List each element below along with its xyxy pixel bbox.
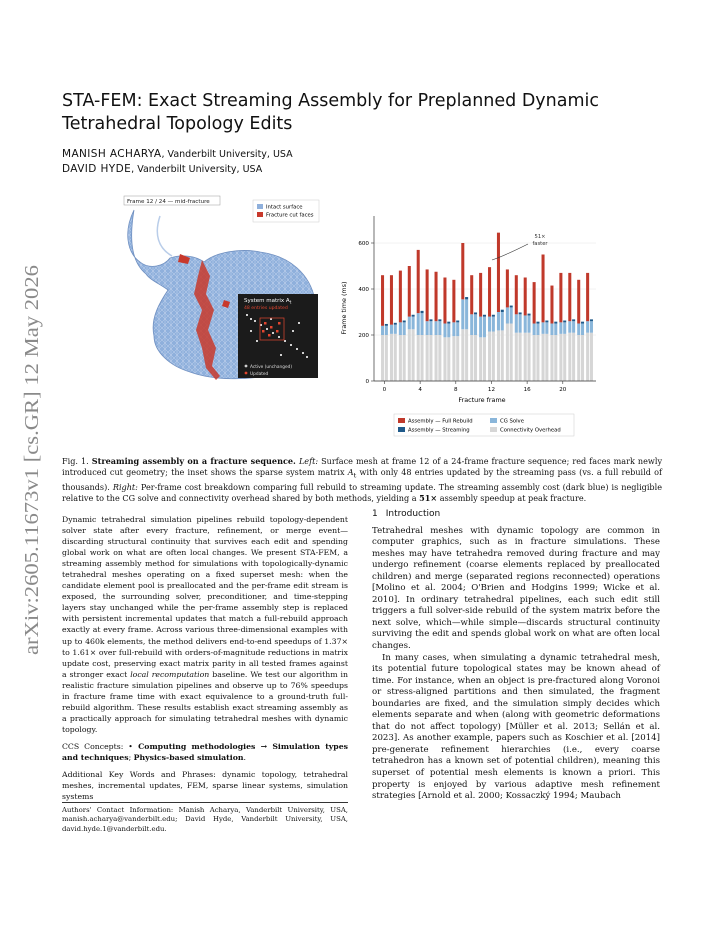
bar-assembly: [536, 322, 539, 324]
bar-assembly: [421, 311, 424, 313]
xtick-label: 8: [454, 387, 458, 393]
bar-connectivity: [488, 332, 491, 381]
bar-cg: [394, 325, 397, 334]
inset-subtitle: 48 entries updated: [244, 306, 288, 311]
bar-connectivity: [412, 329, 415, 381]
bar-connectivity: [550, 335, 553, 381]
bar-cg: [399, 322, 402, 335]
bar-connectivity: [554, 335, 557, 381]
abstract-text: Dynamic tetrahedral simulation pipelines rebuild topology-dependent solver state after every fracture, refinement, or merge event—discarding structural continuity that survives each edit and spending global work on what are often local changes. We present STA-FEM, a streaming assembly method for simulations with topologically-dynamic tetrahedral meshes operating on a fixed superset mesh: when the candidate element pool is preallocated and the per-frame edit stream is exposed, the surrounding solver, preconditioner, and time-stepping layers stay unchanged while the per-frame assembly step is replaced with persistent incremental updates that match a full-rebuild approach exactly at every frame. Across various three-dimensional examples with up to 460k elements, the method delivers end-to-end speedups of 1.37× to 1.61× over full-rebuild with orders-of-magnitude reductions in matrix update cost, preserving exact matrix parity in all tested frames against a stronger exact local recomputation baseline. We test our algorithm in realistic fracture simulation pipelines and observe up to 76% speedups in fracture frame time with exact equivalence to a ground-truth full-rebuild algorithm. These results establish exact streaming assembly as a practically approach for simulating tetrahedral meshes with dynamic topology.: [62, 515, 348, 734]
caption-text-3: Per-frame cost breakdown comparing full rebuild to streaming update. The streaming assembly cost (dark blue) is negligible relative to the CG solve and connectivity overhead shared by both methods, yielding a: [62, 481, 662, 503]
bar-cg: [533, 324, 536, 336]
caption-title: Streaming assembly on a fracture sequence.: [91, 456, 296, 466]
bar-connectivity: [492, 332, 495, 381]
bar-cg: [542, 322, 545, 334]
inset-legend-active-dot: [245, 365, 248, 368]
xtick-label: 4: [418, 387, 422, 393]
abstract-column: [62, 514, 348, 834]
bar-assembly: [394, 323, 397, 325]
inset-legend-active: Active (unchanged): [250, 365, 292, 370]
legend-swatch: [398, 427, 405, 432]
legend-swatch-cut: [257, 212, 263, 217]
bar-connectivity: [470, 335, 473, 381]
bar-assembly: [510, 306, 513, 308]
bar-assembly: [465, 297, 468, 299]
bar-connectivity: [461, 329, 464, 381]
mesh-legend-box: [253, 200, 319, 222]
author-list: [62, 147, 293, 177]
bar-assembly: [461, 243, 464, 299]
ytick-label: 200: [358, 333, 369, 339]
bar-assembly: [483, 315, 486, 317]
bar-connectivity: [572, 333, 575, 381]
legend-swatch-surface: [257, 204, 263, 209]
chart-ylabel: Frame time (ms): [340, 281, 348, 335]
bar-cg: [590, 321, 593, 333]
author-1: [62, 147, 293, 162]
annotation-line-1: 51×: [534, 234, 546, 240]
legend-swatch: [490, 427, 497, 432]
bar-cg: [581, 324, 584, 336]
bar-connectivity: [408, 329, 411, 381]
bar-assembly: [412, 315, 415, 317]
xtick-label: 20: [559, 387, 567, 393]
speedup-annotation: [492, 234, 548, 260]
bar-connectivity: [429, 335, 432, 381]
author-2: [62, 162, 293, 177]
bar-assembly: [447, 322, 450, 324]
bar-cg: [474, 314, 477, 335]
bar-cg: [528, 315, 531, 332]
legend-swatch: [490, 418, 497, 423]
bar-assembly: [452, 280, 455, 323]
frame-label: Frame 12 / 24 — mid-fracture: [127, 199, 210, 205]
bar-connectivity: [528, 333, 531, 381]
bar-connectivity: [497, 330, 500, 381]
bar-cg: [417, 313, 420, 335]
section-number: 1: [372, 509, 378, 519]
keywords: Additional Key Words and Phrases: dynamic topology, tetrahedral meshes, incremental updates, FEM, sparse linear systems, simulation systems: [62, 770, 348, 802]
bar-assembly: [417, 250, 420, 313]
bar-assembly: [528, 314, 531, 316]
bar-cg: [545, 322, 548, 334]
xtick-label: 0: [382, 387, 387, 393]
bar-cg: [461, 299, 464, 329]
bar-connectivity: [426, 335, 429, 381]
bar-assembly: [506, 269, 509, 307]
bar-connectivity: [390, 334, 393, 381]
bar-connectivity: [381, 335, 384, 381]
intro-paragraph-2: In many cases, when simulating a dynamic tetrahedral mesh, its potential future topological states may be known ahead of time. For instance, when an object is pre-fractured along Voronoi or stress-aligned partitions and then simulated, the fragment boundaries are fixed, and the simulation simply decides which elements separate and when (along with geometric deformations that do not affect topology) [Müller et al. 2013; Sellán et al. 2023]. As another example, papers such as Koschier et al. [2014] pre-generate refinement hierarchies (i.e., every coarse tetrahedron has a known set of potential children), meaning this superset of potential mesh elements is known a priori. This property is enjoyed by various adaptive mesh refinement strategies [Arnold et al. 2000; Kossaczký 1994; Maubach: [372, 652, 660, 802]
abstract-emphasis: local recomputation: [130, 669, 210, 679]
bar-assembly: [470, 275, 473, 314]
bar-connectivity: [559, 334, 562, 381]
intro-paragraph-1: Tetrahedral meshes with dynamic topology are common in computer graphics, such as in fracture simulations. These meshes may have tetrahedra removed during fracture and may undergo refinement (coarse elements replaced by preallocated children) and merge (separated regions reconnected) operations [Molino et al. 2004; O'Brien and Hodgins 1999; Wicke et al. 2010]. In ordinary tetrahedral pipelines, each such edit still triggers a full solver-side rebuild of the system matrix before the next solve, which—while simple—discards structural continuity surviving the edit and spends global work on what are often local changes.: [372, 525, 660, 652]
bar-assembly: [435, 272, 438, 321]
chart-svg: [332, 190, 608, 445]
bar-assembly: [497, 233, 500, 312]
bar-cg: [452, 322, 455, 336]
bar-cg: [456, 322, 459, 336]
bar-cg: [586, 321, 589, 333]
bar-cg: [577, 324, 580, 336]
legend-label: Assembly — Streaming: [408, 427, 470, 434]
bar-assembly: [426, 269, 429, 321]
bar-assembly: [479, 273, 482, 317]
bar-assembly: [403, 321, 406, 323]
author-contact: Authors' Contact Information: Manish Acharya, Vanderbilt University, USA, manish.acharya@vanderbilt.edu; David Hyde, Vanderbilt University, USA, david.hyde.1@vanderbilt.edu.: [62, 802, 348, 834]
bar-connectivity: [542, 334, 545, 381]
caption-matrix-sub: t: [353, 471, 357, 480]
bar-connectivity: [545, 334, 548, 381]
bar-connectivity: [533, 335, 536, 381]
legend-label: CG Solve: [500, 418, 524, 425]
caption-matrix: A: [347, 467, 354, 477]
bar-assembly: [586, 273, 589, 321]
bar-cg: [519, 314, 522, 332]
bar-cg: [381, 326, 384, 335]
xtick-label: 16: [523, 387, 531, 393]
ytick-label: 0: [365, 379, 369, 385]
bar-connectivity: [417, 335, 420, 381]
bar-assembly: [488, 267, 491, 316]
bar-connectivity: [483, 337, 486, 381]
bar-connectivity: [456, 336, 459, 381]
bar-cg: [501, 312, 504, 330]
bar-assembly: [577, 280, 580, 324]
section-title: Introduction: [385, 509, 441, 519]
bar-connectivity: [474, 335, 477, 381]
ytick-label: 600: [358, 241, 369, 247]
figure-chart: [332, 190, 608, 445]
bar-assembly: [381, 275, 384, 326]
bar-assembly: [572, 319, 575, 321]
bar-cg: [429, 321, 432, 335]
bar-connectivity: [563, 334, 566, 381]
bar-cg: [559, 322, 562, 334]
bar-cg: [524, 315, 527, 332]
bar-connectivity: [479, 337, 482, 381]
bar-cg: [435, 321, 438, 335]
bar-assembly: [545, 321, 548, 323]
bar-connectivity: [568, 333, 571, 381]
legend-label-surface: Intact surface: [266, 204, 303, 211]
bar-cg: [510, 307, 513, 323]
bar-assembly: [390, 275, 393, 324]
inset-title: System matrix $A_t$: [244, 298, 292, 305]
bar-cg: [447, 324, 450, 338]
caption-text-4: assembly speedup at peak fracture.: [437, 492, 587, 503]
bar-assembly: [554, 322, 557, 324]
bar-assembly: [438, 319, 441, 321]
inset-legend-updated: Updated: [250, 372, 269, 377]
bar-cg: [470, 314, 473, 335]
bar-connectivity: [506, 324, 509, 382]
bar-connectivity: [421, 335, 424, 381]
bar-cg: [421, 313, 424, 335]
paper-title: STA-FEM: Exact Streaming Assembly for Preplanned Dynamic Tetrahedral Topology Edits: [62, 91, 599, 134]
bar-cg: [536, 324, 539, 336]
bar-assembly: [399, 271, 402, 323]
figure-caption: [62, 456, 662, 504]
bar-connectivity: [515, 333, 518, 381]
bar-connectivity: [581, 335, 584, 381]
bar-cg: [550, 324, 553, 336]
bar-connectivity: [501, 330, 504, 381]
bar-cg: [515, 314, 518, 332]
bar-cg: [488, 317, 491, 332]
bar-cg: [492, 317, 495, 332]
ccs-concepts: CCS Concepts: • Computing methodologies → Simulation types and techniques; Physics-based simulation.: [62, 741, 348, 762]
bar-connectivity: [438, 335, 441, 381]
bar-connectivity: [447, 337, 450, 381]
bar-connectivity: [577, 335, 580, 381]
bar-assembly: [443, 278, 446, 324]
bar-assembly: [590, 319, 593, 321]
bar-cg: [426, 321, 429, 335]
bar-assembly: [519, 312, 522, 314]
bar-cg: [572, 321, 575, 333]
xtick-label: 12: [487, 387, 496, 393]
bar-assembly: [515, 275, 518, 314]
author-affiliation: , Vanderbilt University, USA: [131, 164, 263, 175]
legend-label: Assembly — Full Rebuild: [408, 418, 473, 425]
bar-cg: [554, 324, 557, 336]
bar-connectivity: [524, 333, 527, 381]
bar-cg: [465, 299, 468, 329]
bar-connectivity: [536, 335, 539, 381]
bar-cg: [438, 321, 441, 335]
chart-xlabel: Fracture frame: [458, 396, 506, 404]
bar-connectivity: [399, 335, 402, 381]
bar-cg: [479, 317, 482, 338]
bar-assembly: [501, 310, 504, 312]
caption-speedup: 51×: [419, 492, 438, 503]
bar-assembly: [563, 321, 566, 323]
mesh-svg: [120, 190, 330, 390]
bar-cg: [412, 317, 415, 330]
bar-assembly: [533, 282, 536, 323]
bar-assembly: [492, 315, 495, 317]
bar-assembly: [568, 273, 571, 321]
bar-connectivity: [452, 336, 455, 381]
annotation-line-2: faster: [532, 241, 548, 247]
bar-cg: [443, 324, 446, 338]
ytick-label: 400: [358, 287, 369, 293]
bar-connectivity: [394, 334, 397, 381]
inset-legend-updated-dot: [245, 372, 248, 375]
caption-left-label: Left:: [298, 456, 319, 466]
bar-assembly: [581, 322, 584, 324]
bar-cg: [563, 322, 566, 334]
bar-assembly: [474, 312, 477, 314]
bar-assembly: [385, 324, 388, 326]
bar-assembly: [559, 273, 562, 322]
section-heading: [372, 509, 660, 521]
bar-connectivity: [435, 335, 438, 381]
bar-assembly: [524, 278, 527, 316]
bar-assembly: [550, 286, 553, 324]
bar-assembly: [429, 319, 432, 321]
caption-right-label: Right:: [112, 481, 138, 492]
bar-cg: [506, 307, 509, 323]
bar-cg: [385, 326, 388, 335]
bar-assembly: [456, 321, 459, 323]
bar-cg: [497, 312, 500, 330]
arxiv-stamp: [12, 260, 52, 680]
bar-assembly: [542, 255, 545, 323]
bar-connectivity: [465, 329, 468, 381]
bar-connectivity: [590, 333, 593, 381]
caption-text-2: with only 48 entries updated by the streaming pass (vs. a full rebuild of thousands).: [62, 467, 662, 492]
legend-label-cut: Fracture cut faces: [266, 212, 314, 219]
bar-cg: [403, 322, 406, 335]
bar-connectivity: [586, 333, 589, 381]
bar-cg: [568, 321, 571, 333]
bar-connectivity: [443, 337, 446, 381]
matrix-inset: [238, 294, 318, 378]
author-name: DAVID HYDE: [62, 163, 132, 175]
bar-connectivity: [403, 335, 406, 381]
arxiv-stamp-text: arXiv:2605.11673v1 [cs.GR] 12 May 2026: [21, 301, 43, 655]
legend-swatch: [398, 418, 405, 423]
bar-connectivity: [510, 324, 513, 382]
bar-assembly: [408, 266, 411, 317]
arxiv-stamp-svg: [12, 260, 52, 680]
bar-cg: [390, 325, 393, 334]
bar-connectivity: [385, 335, 388, 381]
bar-cg: [408, 317, 411, 330]
caption-text-1: Surface mesh at frame 12 of a 24-frame fracture sequence; red faces mark newly introduced cut geometry; the inset shows the sparse system matrix: [62, 456, 663, 477]
bar-cg: [483, 317, 486, 338]
introduction-column: [372, 509, 660, 803]
legend-label: Connectivity Overhead: [500, 427, 561, 434]
bar-connectivity: [519, 333, 522, 381]
author-name: MANISH ACHARYA: [62, 148, 162, 160]
figure-mesh: [120, 190, 330, 390]
author-affiliation: , Vanderbilt University, USA: [161, 149, 293, 160]
caption-fig-number: Fig. 1.: [62, 456, 89, 466]
